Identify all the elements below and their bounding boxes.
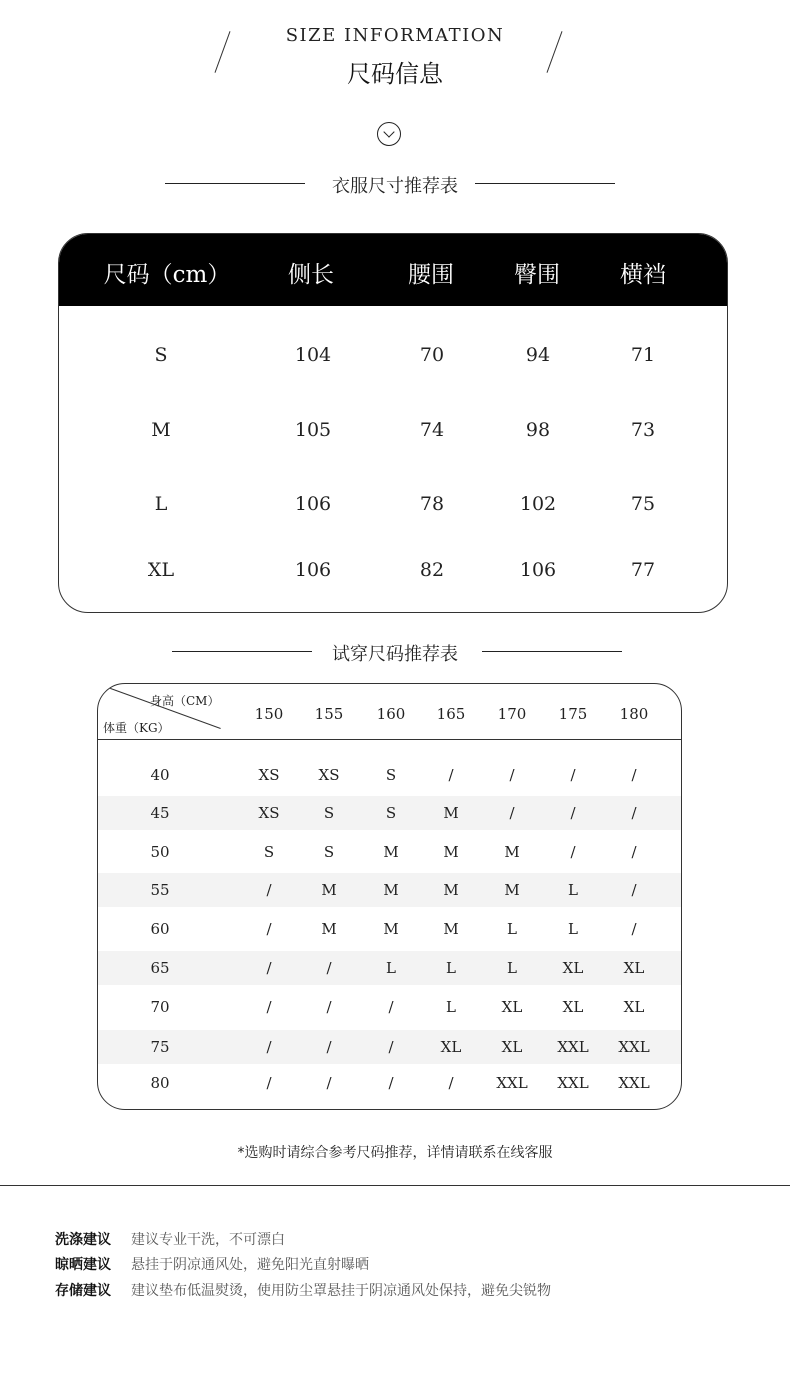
size-cell: XS [318,766,340,784]
garment-size-table [58,233,728,613]
table-cell: 106 [294,559,332,581]
header-crotch: 横裆 [620,262,666,288]
weight-cell: 60 [150,920,170,938]
table-cell: M [151,419,171,441]
size-cell: / [570,804,576,822]
size-cell: XXL [496,1074,528,1092]
size-cell: XL [501,1038,523,1056]
size-cell: XXL [557,1074,589,1092]
size-cell: M [504,881,520,899]
size-cell: / [448,1074,454,1092]
height-header: 175 [558,705,588,723]
care-label: 晾晒建议 [55,1257,111,1273]
weight-cell: 80 [150,1074,170,1092]
table-cell: XL [147,559,175,581]
size-cell: XL [562,998,584,1016]
size-cell: M [504,843,520,861]
title-en: SIZE INFORMATION [285,25,505,46]
size-cell: / [631,766,637,784]
size-cell: / [570,843,576,861]
weight-cell: 70 [150,998,170,1016]
care-washing [55,1229,285,1249]
table-cell: L [154,493,168,515]
size-cell: L [446,959,456,977]
height-header: 170 [497,705,527,723]
care-label: 洗涤建议 [55,1232,111,1248]
weight-cell: 40 [150,766,170,784]
divider-line [482,651,622,652]
table-cell: 98 [525,419,551,441]
table-cell: 105 [294,419,332,441]
size-cell: XL [440,1038,462,1056]
size-cell: / [388,998,394,1016]
size-cell: / [266,920,272,938]
garment-table-title: 衣服尺寸推荐表 [332,176,458,197]
size-cell: S [323,804,335,822]
size-cell: / [266,998,272,1016]
table-cell: 106 [519,559,557,581]
size-cell: M [321,881,337,899]
title-cn: 尺码信息 [347,60,443,88]
care-text: 建议垫布低温熨烫，使用防尘罩悬挂于阴凉通风处保持，避免尖锐物 [131,1283,551,1299]
size-cell: / [326,1074,332,1092]
size-cell: S [323,843,335,861]
table-cell: 106 [294,493,332,515]
size-cell: / [326,998,332,1016]
size-cell: / [570,766,576,784]
size-cell: / [266,1074,272,1092]
size-cell: / [448,766,454,784]
size-cell: XXL [618,1074,650,1092]
size-cell: L [568,920,578,938]
section-divider [0,1185,790,1186]
corner-height-label: 身高（CM） [150,694,220,708]
size-cell: S [385,804,397,822]
divider-line [475,183,615,184]
table-cell: S [154,344,168,366]
table-cell: 74 [419,419,445,441]
size-cell: M [383,920,399,938]
table-cell: 77 [630,559,656,581]
size-cell: XL [623,959,645,977]
header-separator [98,739,681,740]
size-cell: M [383,881,399,899]
table-cell: 75 [630,493,656,515]
size-cell: L [386,959,396,977]
size-cell: XS [258,804,280,822]
size-cell: M [443,920,459,938]
height-header: 160 [376,705,406,723]
table-cell: 102 [519,493,557,515]
size-cell: XXL [618,1038,650,1056]
size-cell: / [326,959,332,977]
table-cell: 78 [419,493,445,515]
size-cell: XXL [557,1038,589,1056]
weight-cell: 65 [150,959,170,977]
table-cell: 71 [630,344,656,366]
size-cell: S [263,843,275,861]
height-header: 165 [436,705,466,723]
header-side-length: 侧长 [288,262,334,288]
size-cell: L [507,920,517,938]
weight-cell: 45 [150,804,170,822]
size-cell: M [321,920,337,938]
size-cell: / [509,804,515,822]
fit-size-table [97,683,682,1110]
size-cell: / [631,843,637,861]
height-header: 180 [619,705,649,723]
table-cell: 94 [525,344,551,366]
chevron-down-circle-icon [377,122,401,146]
size-cell: / [631,920,637,938]
size-note: *选购时请综合参考尺码推荐，详情请联系在线客服 [237,1145,553,1161]
size-cell: XL [562,959,584,977]
size-cell: L [446,998,456,1016]
size-cell: XL [623,998,645,1016]
header-hip: 臀围 [514,262,560,288]
size-cell: XS [258,766,280,784]
size-cell: L [507,959,517,977]
weight-cell: 75 [150,1038,170,1056]
care-drying [55,1254,369,1274]
size-cell: / [266,881,272,899]
table-cell: 73 [630,419,656,441]
care-storage [55,1280,551,1300]
size-cell: / [631,881,637,899]
size-cell: M [383,843,399,861]
weight-cell: 50 [150,843,170,861]
corner-weight-label: 体重（KG） [103,721,170,735]
size-cell: / [388,1038,394,1056]
size-cell: XL [501,998,523,1016]
size-cell: L [568,881,578,899]
table-cell: 104 [294,344,332,366]
height-header: 155 [314,705,344,723]
size-cell: M [443,881,459,899]
weight-cell: 55 [150,881,170,899]
care-label: 存储建议 [55,1283,111,1299]
size-cell: / [509,766,515,784]
size-cell: / [266,959,272,977]
header-size: 尺码（cm） [103,262,231,288]
care-text: 悬挂于阴凉通风处，避免阳光直射曝晒 [131,1257,369,1273]
height-header: 150 [254,705,284,723]
size-cell: / [266,1038,272,1056]
care-text: 建议专业干洗，不可漂白 [131,1232,285,1248]
table-cell: 82 [419,559,445,581]
size-cell: / [631,804,637,822]
header-waist: 腰围 [408,262,454,288]
table-cell: 70 [419,344,445,366]
size-cell: / [326,1038,332,1056]
size-cell: S [385,766,397,784]
size-cell: M [443,843,459,861]
size-cell: / [388,1074,394,1092]
fit-table-title: 试穿尺码推荐表 [332,644,458,665]
size-cell: M [443,804,459,822]
